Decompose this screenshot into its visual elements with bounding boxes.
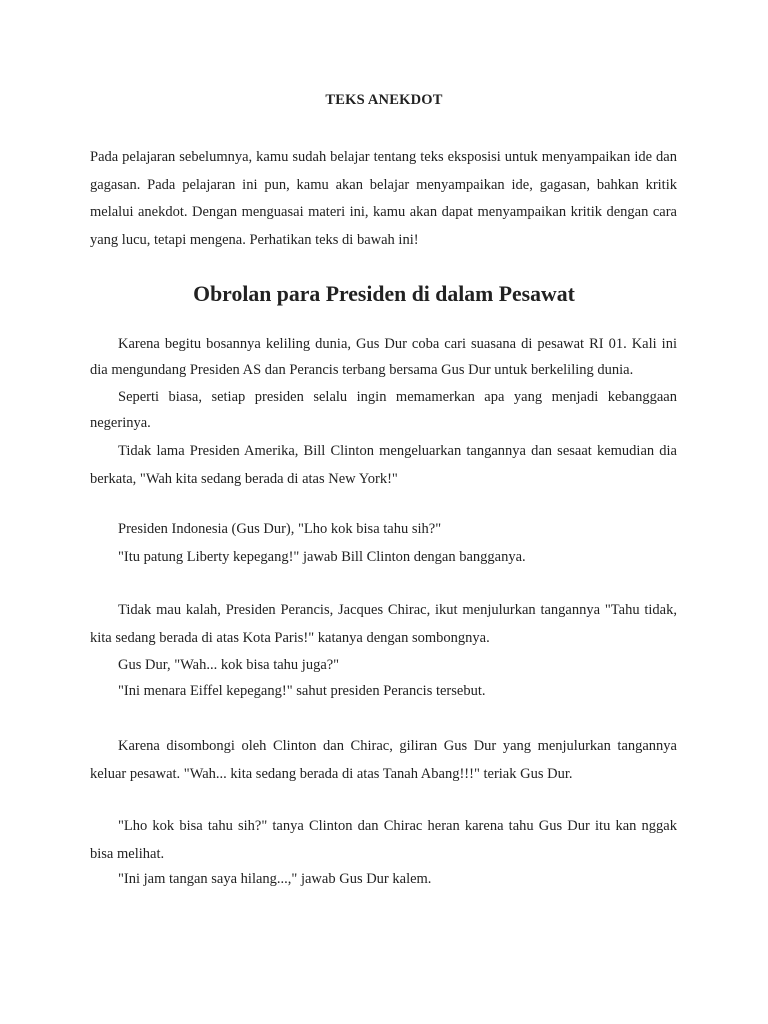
story-line-3: Gus Dur, "Wah... kok bisa tahu juga?" bbox=[118, 657, 340, 673]
story-line-5: "Ini jam tangan saya hilang...," jawab Gus Dur kalem. bbox=[118, 871, 432, 887]
story-paragraph-2: Seperti biasa, setiap presiden selalu ingin memamerkan apa yang menjadi kebanggaan negerinya. bbox=[90, 389, 677, 431]
story-line-4: "Ini menara Eiffel kepegang!" sahut presiden Perancis tersebut. bbox=[118, 683, 486, 699]
intro-paragraph: Pada pelajaran sebelumnya, kamu sudah belajar tentang teks eksposisi untuk menyampaikan ide dan gagasan. Pada pelajaran ini pun, kamu akan belajar menyampaikan ide, gagasan, bahkan kritik melalui anekdot. Dengan menguasai materi ini, kamu akan dapat menyampaikan kritik dengan cara yang lucu, tetapi mengena. Perhatikan teks di bawah ini! bbox=[90, 149, 677, 248]
story-paragraph-3: Tidak lama Presiden Amerika, Bill Clinton mengeluarkan tangannya dan sesaat kemudian dia berkata, "Wah kita sedang berada di atas New York!" bbox=[90, 443, 677, 487]
story-title: Obrolan para Presiden di dalam Pesawat bbox=[193, 282, 575, 306]
story-paragraph-6: "Lho kok bisa tahu sih?" tanya Clinton dan Chirac heran karena tahu Gus Dur itu kan nggak bisa melihat. bbox=[90, 818, 677, 862]
story-line-1: Presiden Indonesia (Gus Dur), "Lho kok bisa tahu sih?" bbox=[118, 521, 442, 537]
story-line-2: "Itu patung Liberty kepegang!" jawab Bill Clinton dengan bangganya. bbox=[118, 549, 526, 565]
story-paragraph-1: Karena begitu bosannya keliling dunia, Gus Dur coba cari suasana di pesawat RI 01. Kali ini dia mengundang Presiden AS dan Perancis terbang bersama Gus Dur untuk berkeliling dunia. bbox=[90, 336, 677, 378]
story-paragraph-4: Tidak mau kalah, Presiden Perancis, Jacques Chirac, ikut menjulurkan tangannya "Tahu tidak, kita sedang berada di atas Kota Paris!" katanya dengan sombongnya. bbox=[90, 602, 677, 646]
document-title: TEKS ANEKDOT bbox=[325, 92, 443, 108]
story-paragraph-5: Karena disombongi oleh Clinton dan Chirac, giliran Gus Dur yang menjulurkan tangannya keluar pesawat. "Wah... kita sedang berada di atas Tanah Abang!!!" teriak Gus Dur. bbox=[90, 738, 677, 782]
